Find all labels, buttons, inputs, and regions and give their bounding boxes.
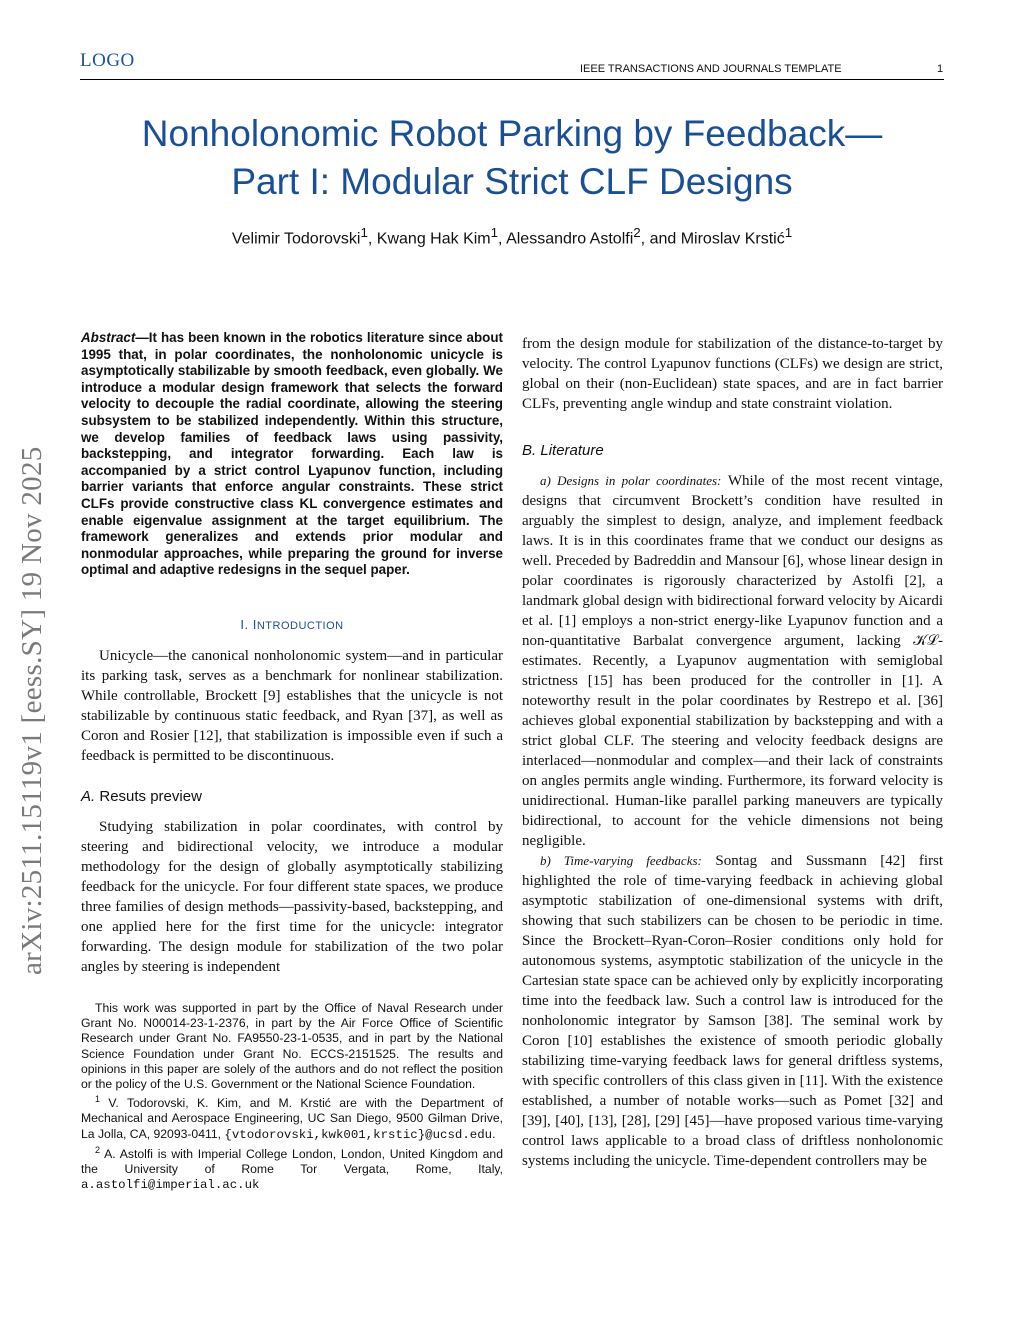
- literature-time-varying-paragraph: [522, 851, 943, 1171]
- author-name: Velimir Todorovski: [231, 230, 361, 248]
- footnotes: [81, 1001, 503, 1194]
- section-number: I.: [240, 616, 249, 632]
- subsection-title: Resuts preview: [99, 787, 202, 805]
- subsection-label: B.: [522, 442, 537, 459]
- section-title-initial: I: [252, 616, 257, 632]
- results-paragraph: Studying stabilization in polar coordinates, with control by steering and bidirectional velocity, we introduce a modular methodology for the design of globally asymptotically stabilizing feedback for the unicycle. For four different state spaces, we produce three families of design methods—passivity-based, backstepping, and one applied here for the first time for the unicycle: integrator forwarding. The design module for stabilization of the two polar angles by steering is independent: [81, 818, 503, 975]
- paper-title: [60, 110, 964, 206]
- section-title-rest: NTRODUCTION: [256, 619, 344, 632]
- author-name: Kwang Hak Kim: [376, 230, 491, 248]
- paragraph-heading: b) Time-varying feedbacks:: [540, 853, 702, 868]
- subsection-title: Literature: [540, 442, 604, 459]
- author-affiliation-mark: 1: [360, 225, 368, 240]
- email-address: a.astolfi@imperial.ac.uk: [81, 1178, 260, 1193]
- abstract-text: It has been known in the robotics literature since about 1995 that, in polar coordinates, the nonholonomic unicycle is asymptotically stabilizable by smooth feedback, even globally. We introduce a modular design framework that selects the forward velocity to decouple the radial coordinate, allowing the steering subsystem to be stabilized independently. Within this structure, we develop families of feedback laws using passivity, backstepping, and integrator forwarding. Each law is accompanied by a strict control Lyapunov function, including barrier variants that enforce angular constraints. These strict CLFs provide constructive class KL convergence estimates and enable eigenvalue assignment at the target equilibrium. The framework generalizes and extends prior modular and nonmodular approaches, while preparing the ground for inverse optimal and adaptive redesigns in the sequel paper.: [81, 330, 503, 578]
- intro-paragraph: Unicycle—the canonical nonholonomic system—and in particular its parking task, serves as a benchmark for nonlinear stabilization. While controllable, Brockett [9] establishes that the unicycle is not stabilizable by continuous static feedback, and Ryan [37], as well as Coron and Rosier [12], that stabilization is impossible even if such a feedback is permitted to be discontinuous.: [81, 647, 503, 764]
- email-address: {vtodorovski,kwk001,krstic}@ucsd.edu: [224, 1127, 493, 1142]
- author-name: Miroslav Krstić: [680, 230, 785, 248]
- affiliation-footnote-1: [81, 1092, 503, 1143]
- author-affiliation-mark: 1: [490, 225, 499, 240]
- footnote-period: .: [492, 1126, 496, 1141]
- footnote-text: V. Todorovski, K. Kim, and M. Krstić are with the Department of Mechanical and Aerospace Engineering, UC San Diego, 9500 Gilman Drive, La Jolla, CA, 92093-0411,: [81, 1096, 503, 1141]
- literature-polar-paragraph: [522, 471, 943, 851]
- author-separator: ,: [498, 230, 507, 248]
- abstract-label: Abstract—: [81, 330, 149, 345]
- results-paragraph-continued: from the design module for stabilization of the distance-to-target by velocity. The control Lyapunov functions (CLFs) we design are strict, global on their (non-Euclidean) state spaces, and are in fact barrier CLFs, preventing angle windup and state constraint violation.: [522, 336, 943, 412]
- title-line-1: Nonholonomic Robot Parking by Feedback—: [141, 113, 883, 154]
- author-list: [60, 225, 964, 248]
- footnote-text: A. Astolfi is with Imperial College London, London, United Kingdom and the University of Rome Tor Vergata, Rome, Italy,: [81, 1146, 503, 1177]
- page-number: 1: [937, 63, 944, 75]
- paragraph-text: Sontag and Sussmann [42] first highlighted the role of time-varying feedback in achieving global asymptotic stabilization of one-dimensional systems with drift, showing that such stabilizers can be chosen to be periodic in time. Since the Brockett–Ryan-Coron–Rosier conditions only hold for autonomous systems, asymptotic stabilization of the unicycle in the Cartesian state space can be achieved only by explicitly incorporating time into the feedback law. Such a control law is introduced for the nonholonomic integrator by Samson [38]. The seminal work by Coron [10] establishes the existence of smooth periodic globally stabilizing time-varying feedback laws for general driftless systems, with specific controllers of this class given in [11]. With the existence established, a number of notable works—such as Pomet [32] and [39], [40], [13], [28], [29] [45]—have proposed various time-varying control laws applicable to a broad class of driftless nonholonomic systems including the unicycle. Time-dependent controllers may be: [522, 853, 943, 1169]
- title-line-2: Part I: Modular Strict CLF Designs: [231, 161, 793, 202]
- author-name: Alessandro Astolfi: [506, 230, 634, 248]
- left-column: [81, 330, 503, 1193]
- header-rule: [80, 79, 944, 80]
- affiliation-footnote-2: [81, 1143, 503, 1194]
- section-heading-introduction: [81, 617, 503, 632]
- author-affiliation-mark: 1: [784, 225, 793, 240]
- footnote-mark: 1: [95, 1094, 101, 1105]
- funding-footnote: This work was supported in part by the Office of Naval Research under Grant No. N00014-23-1-2376, in part by the Air Force Office of Scientific Research under Grant No. FA9550-23-1-0535, and in part by the National Science Foundation under Grant No. ECCS-2151525. The results and opinions in this paper are solely of the authors and do not reflect the position or the policy of the U.S. Government or the National Science Foundation.: [81, 1000, 503, 1091]
- footnote-mark: 2: [95, 1144, 101, 1155]
- right-column: [522, 334, 943, 1171]
- paragraph-heading: a) Designs in polar coordinates:: [540, 473, 722, 488]
- author-affiliation-mark: 2: [633, 225, 641, 240]
- subsection-heading-literature: [522, 442, 943, 459]
- subsection-label: A.: [81, 787, 96, 805]
- abstract: [81, 330, 503, 579]
- journal-logo: LOGO: [80, 50, 135, 71]
- arxiv-stamp: arXiv:2511.15119v1 [eess.SY] 19 Nov 2025: [16, 446, 48, 975]
- author-separator: ,: [367, 230, 377, 248]
- paragraph-text: While of the most recent vintage, designs that circumvent Brockett’s condition have resulted in arguably the simplest to design, analyze, and implement feedback laws. It is in this coordinates frame that we conduct our designs as well. Preceded by Badreddin and Mansour [6], whose linear design in polar coordinates is rigorously characterized by Astolfi [2], a landmark global design with bidirectional forward velocity by Aicardi et al. [1] employs a non-strict energy-like Lyapunov function and a non-quantitative Barbalat convergence argument, lacking 𝒦ℒ-estimates. Recently, a Lyapunov augmentation with semiglobal strictness [15] has been produced for the controller in [1]. A noteworthy result in the polar coordinates by Restrepo et al. [36] achieves global exponential stabilization by backstepping and with a strict global CLF. The steering and velocity feedback designs are interlaced—nonmodular and complex—and their lack of constraints on angles permits angle winding. Furthermore, its forward velocity is unidirectional. Human-like parallel parking maneuvers are typically bidirectional, to account for the vehicle dimensions not being negligible.: [522, 473, 943, 849]
- author-separator: , and: [640, 230, 681, 248]
- subsection-heading-results: [81, 788, 503, 805]
- running-header: IEEE TRANSACTIONS AND JOURNALS TEMPLATE: [580, 63, 842, 75]
